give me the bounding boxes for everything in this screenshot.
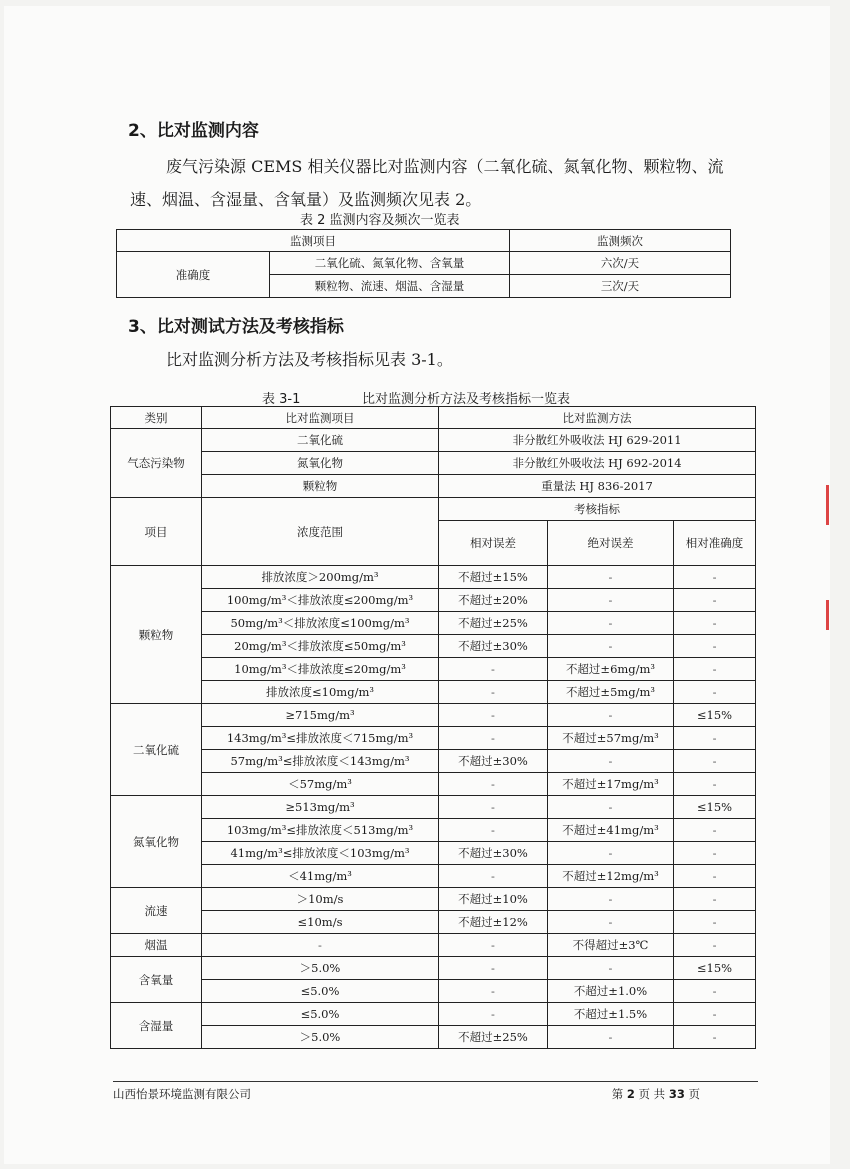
- table-3-1: [110, 406, 756, 1049]
- table-3-cell: -: [674, 566, 756, 589]
- table-3-cell: ≤15%: [674, 796, 756, 819]
- section-2-paragraph: 废气污染源 CEMS 相关仪器比对监测内容（二氧化硫、氮氧化物、颗粒物、流速、烟温、含湿量、含氧量）及监测频次见表 2。: [130, 157, 724, 209]
- table-3-cell: 41mg/m³≤排放浓度＜103mg/m³: [202, 842, 439, 865]
- table-3-cell: ＞5.0%: [202, 1026, 439, 1049]
- table-3-cell: -: [548, 750, 674, 773]
- table-2-group: 准确度: [117, 252, 270, 298]
- table-3-cell: 不超过±30%: [439, 842, 548, 865]
- table-3-cell: -: [674, 1003, 756, 1026]
- section-3-heading: 3、比对测试方法及考核指标: [128, 317, 344, 337]
- table-3-cell: -: [439, 796, 548, 819]
- table-3-cell: 不超过±30%: [439, 635, 548, 658]
- table-3-cell: 不超过±1.0%: [548, 980, 674, 1003]
- table-3-cell: -: [674, 750, 756, 773]
- table-3-cell: ≤5.0%: [202, 980, 439, 1003]
- table-3-cell: 二氧化硫: [202, 429, 439, 452]
- table-3-cell: -: [674, 773, 756, 796]
- table-3-cell: ≥513mg/m³: [202, 796, 439, 819]
- table-3-cell: -: [439, 957, 548, 980]
- table-3-header-category: 类别: [111, 407, 202, 429]
- table-3-cell: 不超过±5mg/m³: [548, 681, 674, 704]
- table-2-cell: 六次/天: [510, 252, 731, 275]
- section-3-paragraph: 比对监测分析方法及考核指标见表 3-1。: [166, 350, 453, 369]
- table-3-cell: ≥715mg/m³: [202, 704, 439, 727]
- table-3-cell: -: [548, 635, 674, 658]
- table-3-cell: -: [674, 842, 756, 865]
- table-3-cell: 不超过±10%: [439, 888, 548, 911]
- table-3-cell: -: [674, 612, 756, 635]
- table-3-cell: -: [674, 589, 756, 612]
- table-3-cell: 不超过±25%: [439, 1026, 548, 1049]
- table-3-cell: ≤15%: [674, 957, 756, 980]
- table-3-cell: 不超过±17mg/m³: [548, 773, 674, 796]
- table-3-cell: 10mg/m³＜排放浓度≤20mg/m³: [202, 658, 439, 681]
- table-3-cell: ＞10m/s: [202, 888, 439, 911]
- table-2-cell: 颗粒物、流速、烟温、含湿量: [270, 275, 510, 298]
- footer-page-number: 第 2 页 共 33 页: [611, 1087, 700, 1101]
- table-3-cell: -: [674, 865, 756, 888]
- table-3-cell: -: [674, 819, 756, 842]
- table-3-cell: 143mg/m³≤排放浓度＜715mg/m³: [202, 727, 439, 750]
- table-3-cell: 不超过±41mg/m³: [548, 819, 674, 842]
- table-3-cell: 57mg/m³≤排放浓度＜143mg/m³: [202, 750, 439, 773]
- table-3-cell: ＞5.0%: [202, 957, 439, 980]
- table-3-cell: -: [439, 727, 548, 750]
- table-3-header-index: 考核指标: [439, 498, 756, 521]
- table-3-cell: -: [548, 957, 674, 980]
- table-3-cell: -: [439, 980, 548, 1003]
- table-3-cell: -: [674, 681, 756, 704]
- table-3-cell: -: [439, 773, 548, 796]
- table-3-group-name: 含氧量: [111, 957, 202, 1003]
- table-3-cell: 不超过±20%: [439, 589, 548, 612]
- table-3-cell: -: [439, 934, 548, 957]
- table-3-cell: -: [674, 635, 756, 658]
- table-3-cell: 颗粒物: [202, 475, 439, 498]
- table-3-cell: 非分散红外吸收法 HJ 692-2014: [439, 452, 756, 475]
- table-3-cell: -: [674, 1026, 756, 1049]
- table-3-cell: -: [548, 704, 674, 727]
- table-3-cell: -: [439, 681, 548, 704]
- table-3-cell: 不超过±15%: [439, 566, 548, 589]
- page-footer: [113, 1081, 758, 1102]
- table-3-cell: -: [548, 589, 674, 612]
- table-3-caption-title: 比对监测分析方法及考核指标一览表: [362, 392, 571, 407]
- table-2-header-freq: 监测频次: [510, 230, 731, 252]
- table-3-cell: -: [548, 796, 674, 819]
- table-3-cell: 不超过±12%: [439, 911, 548, 934]
- table-3-cell: -: [548, 1026, 674, 1049]
- table-3-cell: 不超过±25%: [439, 612, 548, 635]
- table-3-cell: -: [674, 888, 756, 911]
- table-3-cell: -: [548, 888, 674, 911]
- table-3-cell: -: [548, 842, 674, 865]
- table-3-cell: -: [548, 612, 674, 635]
- table-3-group-name: 烟温: [111, 934, 202, 957]
- table-3-cell: 50mg/m³＜排放浓度≤100mg/m³: [202, 612, 439, 635]
- table-2-cell: 三次/天: [510, 275, 731, 298]
- table-3-group-name: 氮氧化物: [111, 796, 202, 888]
- table-3-cell: 20mg/m³＜排放浓度≤50mg/m³: [202, 635, 439, 658]
- table-3-cell: 排放浓度＞200mg/m³: [202, 566, 439, 589]
- table-3-cell: 不超过±12mg/m³: [548, 865, 674, 888]
- table-3-cell: 不超过±30%: [439, 750, 548, 773]
- table-3-cell: 排放浓度≤10mg/m³: [202, 681, 439, 704]
- table-3-cell: ＜41mg/m³: [202, 865, 439, 888]
- table-3-cell: ≤15%: [674, 704, 756, 727]
- table-3-header-item: 比对监测项目: [202, 407, 439, 429]
- table-3-cell: -: [674, 911, 756, 934]
- table-2-caption: 表 2 监测内容及频次一览表: [300, 213, 460, 228]
- table-3-gas-group: 气态污染物: [111, 429, 202, 498]
- table-3-caption-number: 表 3-1: [262, 392, 301, 407]
- table-3-group-name: 流速: [111, 888, 202, 934]
- table-3-cell: 非分散红外吸收法 HJ 629-2011: [439, 429, 756, 452]
- table-3-cell: -: [548, 911, 674, 934]
- table-3-cell: 100mg/m³＜排放浓度≤200mg/m³: [202, 589, 439, 612]
- table-3-header-project: 项目: [111, 498, 202, 566]
- table-3-cell: -: [548, 566, 674, 589]
- table-2-cell: 二氧化硫、氮氧化物、含氧量: [270, 252, 510, 275]
- table-3-cell: -: [439, 819, 548, 842]
- table-3-cell: -: [674, 727, 756, 750]
- scan-mark: [826, 600, 829, 630]
- table-3-group-name: 含湿量: [111, 1003, 202, 1049]
- table-3-group-name: 二氧化硫: [111, 704, 202, 796]
- table-3-group-name: 颗粒物: [111, 566, 202, 704]
- table-3-header-range: 浓度范围: [202, 498, 439, 566]
- table-3-cell: -: [674, 980, 756, 1003]
- table-2-header-item: 监测项目: [117, 230, 510, 252]
- table-3-cell: 不超过±6mg/m³: [548, 658, 674, 681]
- table-3-cell: -: [674, 658, 756, 681]
- table-3-header-abs-err: 绝对误差: [548, 521, 674, 566]
- table-3-cell: -: [439, 1003, 548, 1026]
- table-3-cell: 不超过±1.5%: [548, 1003, 674, 1026]
- table-3-cell: -: [439, 704, 548, 727]
- table-3-cell: ≤10m/s: [202, 911, 439, 934]
- table-3-header-rel-acc: 相对准确度: [674, 521, 756, 566]
- table-3-cell: 103mg/m³≤排放浓度＜513mg/m³: [202, 819, 439, 842]
- table-3-cell: 不超过±57mg/m³: [548, 727, 674, 750]
- table-3-cell: -: [674, 934, 756, 957]
- table-3-cell: 氮氧化物: [202, 452, 439, 475]
- footer-company: 山西怡景环境监测有限公司: [113, 1087, 251, 1101]
- table-3-cell: -: [439, 865, 548, 888]
- table-3-cell: 重量法 HJ 836-2017: [439, 475, 756, 498]
- table-3-cell: ＜57mg/m³: [202, 773, 439, 796]
- table-3-cell: -: [439, 658, 548, 681]
- scan-mark: [826, 485, 829, 525]
- section-2-heading: 2、比对监测内容: [128, 121, 259, 141]
- table-3-header-method: 比对监测方法: [439, 407, 756, 429]
- table-3-header-rel-err: 相对误差: [439, 521, 548, 566]
- table-3-cell: ≤5.0%: [202, 1003, 439, 1026]
- table-3-cell: -: [202, 934, 439, 957]
- table-3-cell: 不得超过±3℃: [548, 934, 674, 957]
- table-2: [116, 229, 731, 298]
